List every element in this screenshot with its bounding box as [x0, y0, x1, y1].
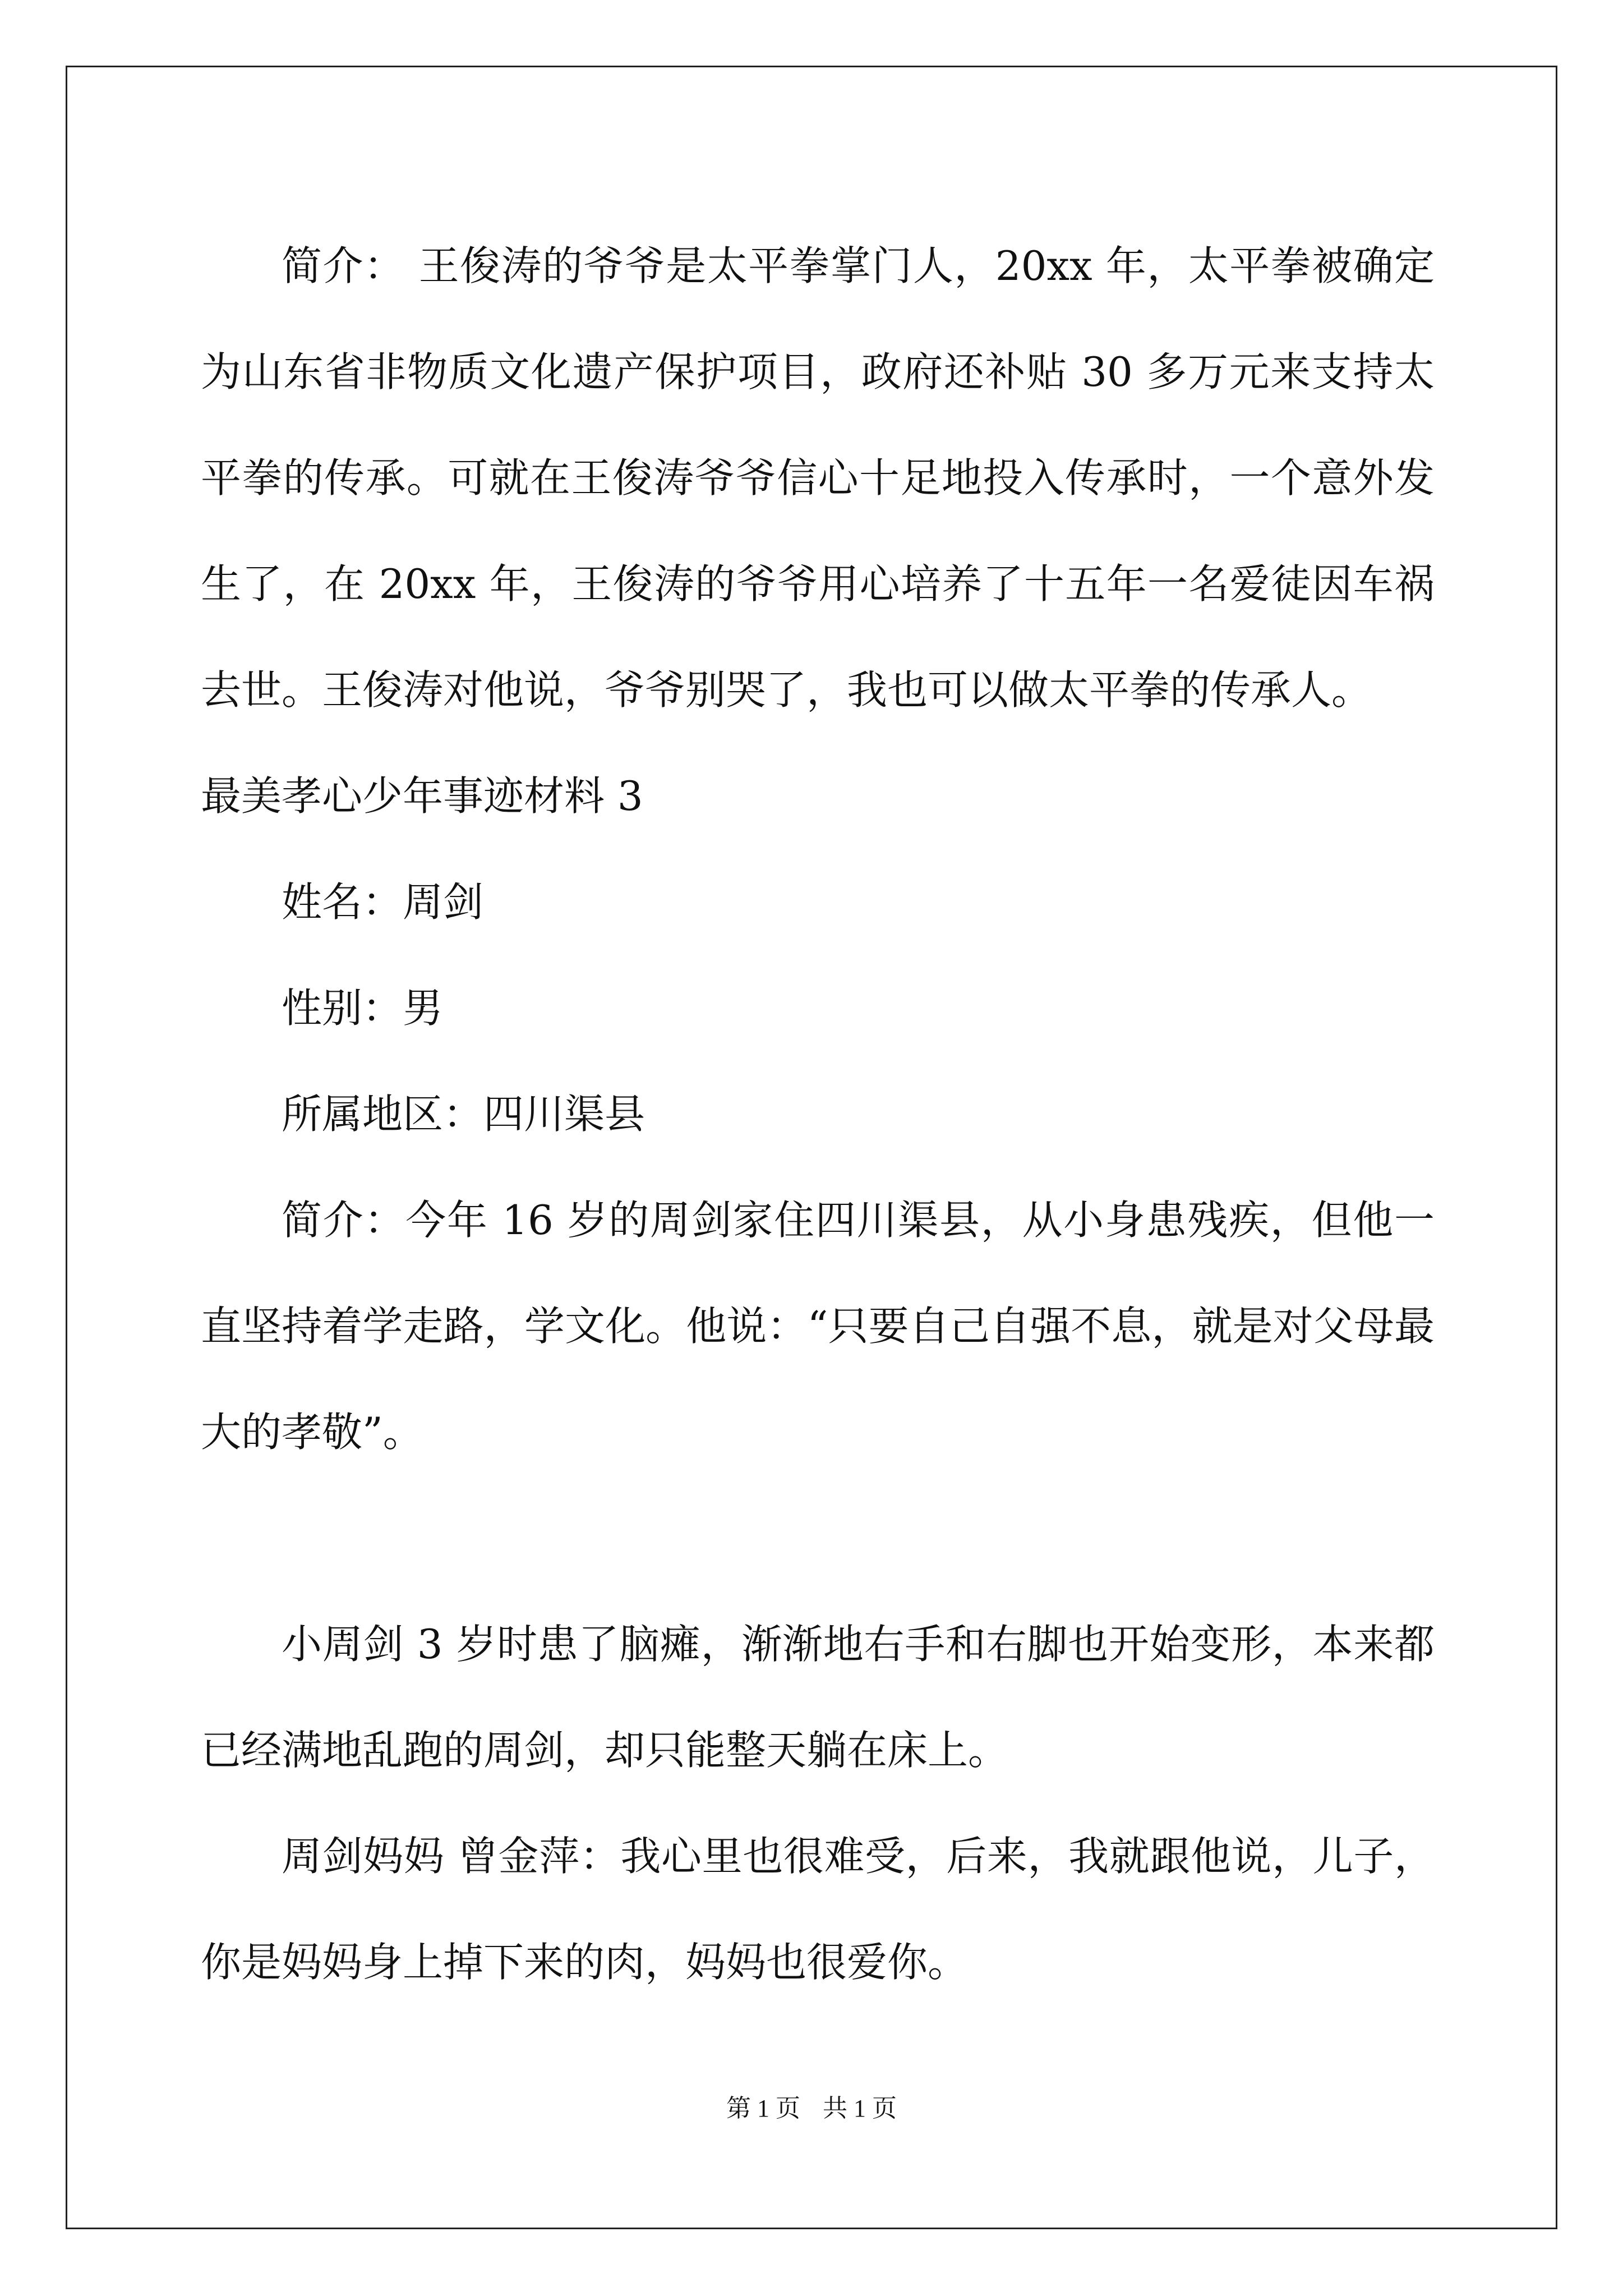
- page-total: 共 1 页: [823, 2095, 897, 2122]
- page-footer: [0, 2088, 1623, 2124]
- field-gender: 性别：男: [282, 984, 444, 1032]
- section-heading: 最美孝心少年事迹材料 3: [201, 772, 643, 820]
- paragraph-mother-quote: 周剑妈妈 曾金萍：我心里也很难受，后来，我就跟他说，儿子，你是妈妈身上掉下来的肉，妈妈也很爱你。: [201, 1833, 1435, 1986]
- paragraph-story: 小周剑 3 岁时患了脑瘫，渐渐地右手和右脚也开始变形，本来都已经满地乱跑的周剑，却只能整天躺在床上。: [201, 1621, 1435, 1774]
- paragraph-intro-zhou: 简介：今年 16 岁的周剑家住四川渠县，从小身患残疾，但他一直坚持着学走路，学文化。他说：“只要自己自强不息，就是对父母最大的孝敬”。: [201, 1197, 1435, 1456]
- field-name: 姓名：周剑: [282, 878, 484, 926]
- page-number: 第 1 页: [726, 2095, 800, 2122]
- field-region: 所属地区：四川渠县: [282, 1091, 645, 1138]
- blank-line: [201, 1485, 1435, 1591]
- document-body: [201, 213, 1435, 2016]
- paragraph-intro-wang: 简介： 王俊涛的爷爷是太平拳掌门人，20xx 年，太平拳被确定为山东省非物质文化遗产保护项目，政府还补贴 30 多万元来支持太平拳的传承。可就在王俊涛爷爷信心十足地投入传承时，一个意外发生了，在 20xx 年，王俊涛的爷爷用心培养了十五年一名爱徒因车祸去世。王俊涛对他说，爷爷别哭了，我也可以做太平拳的传承人。: [201, 242, 1435, 714]
